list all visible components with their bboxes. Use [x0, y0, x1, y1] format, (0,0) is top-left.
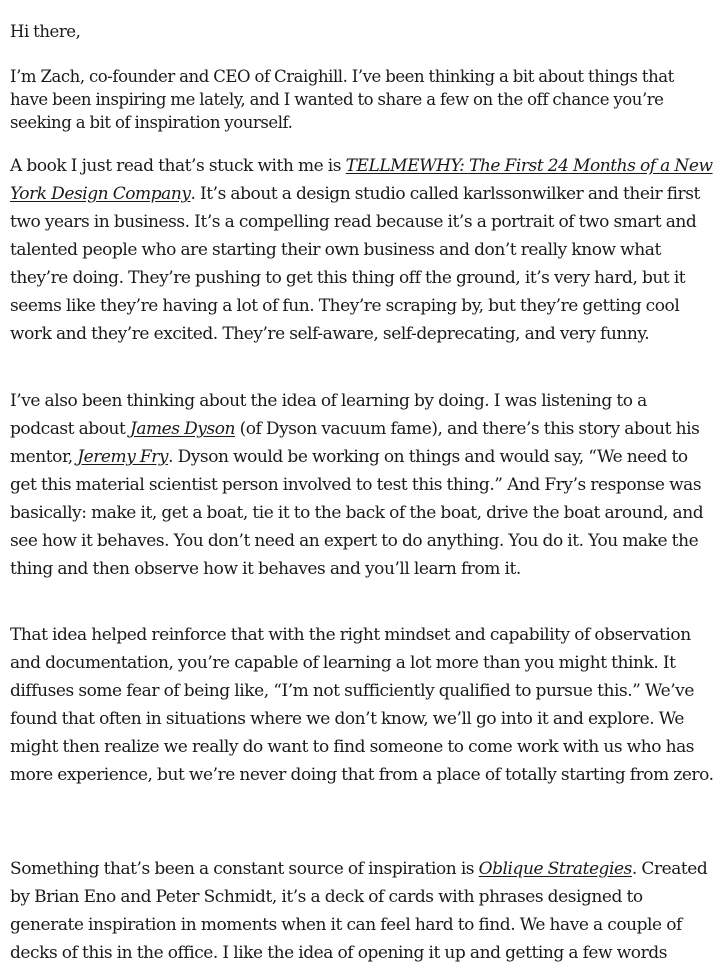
- james-dyson-link[interactable]: James Dyson: [129, 419, 236, 439]
- doing-text-part2: (of Dyson vacuum fame), and there’s this story about his mentor,: [10, 419, 700, 467]
- intro-paragraph: I’m Zach, co-founder and CEO of Craighill. I’ve been thinking a bit about things that have been inspiring me lately, and I wanted to share a few on the off chance you’re seeking a bit of inspiration yourself.: [10, 67, 674, 132]
- oblique-strategies-paragraph: [10, 855, 714, 967]
- greeting: Hi there,: [10, 22, 81, 41]
- book-text-after: . It’s about a design studio called karlssonwilker and their first two years in business. It’s a compelling read because it’s a portrait of two smart and talented people who are starting their own business and don’t really know what they’re doing. They’re pushing to get this thing off the ground, it’s very hard, but it seems like they’re having a lot of fun. They’re scraping by, but they’re getting cool work and they’re excited. They’re self-aware, self-deprecating, and very funny.: [10, 184, 700, 344]
- book-paragraph: [10, 152, 714, 348]
- jeremy-fry-link[interactable]: Jeremy Fry: [77, 447, 169, 467]
- mindset-paragraph: That idea helped reinforce that with the right mindset and capability of observation and documentation, you’re capable of learning a lot more than you might think. It diffuses some fear of being like, “I’m not sufficiently qualified to pursue this.” We’ve found that often in situations where we don’t know, we’ll go into it and explore. We might then realize we really do want to find someone to come work with us who has more experience, but we’re never doing that from a place of totally starting from zero.: [10, 625, 714, 785]
- book-text-before: A book I just read that’s stuck with me is: [10, 156, 346, 176]
- doing-text-part3: . Dyson would be working on things and would say, “We need to get this material scientist person involved to test this thing.” And Fry’s response was basically: make it, get a boat, tie it to the back of the boat, drive the boat around, and see how it behaves. You don’t need an expert to do anything. You do it. You make the thing and then observe how it behaves and you’ll learn from it.: [10, 447, 704, 579]
- oblique-text-after: . Created by Brian Eno and Peter Schmidt, it’s a deck of cards with phrases designed to generate inspiration in moments when it can feel hard to find. We have a couple of decks of this in the office. I like the idea of opening it up and getting a few words: [10, 859, 708, 963]
- book-title-link[interactable]: TELLMEWHY: The First 24 Months of a New York Design Company: [10, 156, 713, 204]
- learning-by-doing-paragraph: [10, 387, 714, 583]
- doing-text-part1: I’ve also been thinking about the idea of learning by doing. I was listening to a podcast about: [10, 391, 647, 439]
- oblique-text-before: Something that’s been a constant source of inspiration is: [10, 859, 479, 879]
- oblique-strategies-link[interactable]: Oblique Strategies: [478, 859, 632, 879]
